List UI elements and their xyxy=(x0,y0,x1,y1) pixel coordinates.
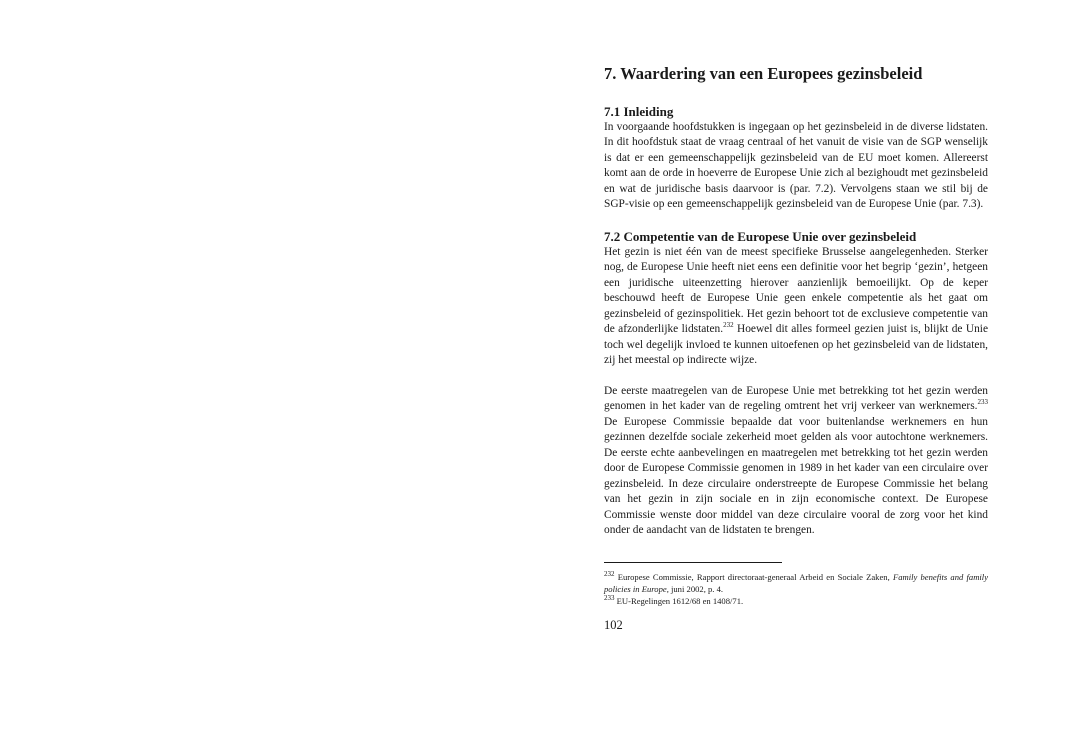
footnote-233 xyxy=(604,595,988,607)
section-title-competentie: 7.2 Competentie van de Europese Unie over gezinsbeleid xyxy=(604,228,917,244)
section-title-inleiding: 7.1 Inleiding xyxy=(604,103,674,119)
paragraph-competentie-1 xyxy=(604,245,988,369)
document-page xyxy=(604,64,988,633)
footnote-ref-233: 233 xyxy=(977,398,988,407)
page-number: 102 xyxy=(604,617,623,632)
paragraph-text: De eerste maatregelen van de Europese Unie met betrekking tot het gezin werden genomen in het kader van de regeling omtrent het vrij verkeer van werknemers. xyxy=(604,384,988,413)
chapter-title: 7. Waardering van een Europees gezinsbeleid xyxy=(604,64,923,83)
footnote-ref-232: 232 xyxy=(723,321,734,330)
footnote-number: 233 xyxy=(604,593,615,602)
paragraph-spacer xyxy=(604,369,988,384)
footnote-separator xyxy=(604,562,782,563)
footnote-232 xyxy=(604,571,988,595)
paragraph-inleiding: In voorgaande hoofdstukken is ingegaan op het gezinsbeleid in de diverse lidstaten. In dit hoofdstuk staat de vraag centraal of het vanuit de visie van de SGP wenselijk is dat er een gemeenschappelijk gezinsbeleid van de EU moet komen. Allereerst komt aan de orde in hoeverre de Europese Unie zich al bezighoudt met gezinsbeleid en wat de juridische basis daarvoor is (par. 7.2). Vervolgens staan we stil bij de SGP-visie op een gemeenschappelijk gezinsbeleid van de Europese Unie (par. 7.3). xyxy=(604,120,988,211)
footnote-title-italic: Family benefits and family policies in Europe xyxy=(604,571,989,594)
footnote-number: 232 xyxy=(604,569,615,578)
section-spacer xyxy=(604,213,988,229)
footnote-text: , juni 2002, p. 4. xyxy=(666,583,724,594)
paragraph-competentie-2 xyxy=(604,384,988,539)
paragraph-text: Het gezin is niet één van de meest specifieke Brusselse aangelegenheden. Sterker nog, de Europese Unie heeft niet eens een definitie voor het begrip ‘gezin’, hetgeen een juridische uiteenzetting hierover aanzienlijk bemoeilijkt. Op de keper beschouwd heeft de Europese Unie geen enkele competentie als het gaat om gezinsbeleid of gezinspolitiek. Het gezin behoort tot de exclusieve competentie van de afzonderlijke lidstaten. xyxy=(604,245,988,336)
footnote-text: EU-Regelingen 1612/68 en 1408/71. xyxy=(614,595,744,606)
footnote-text: Europese Commissie, Rapport directoraat-generaal Arbeid en Sociale Zaken, xyxy=(614,571,893,582)
paragraph-text: De Europese Commissie bepaalde dat voor buitenlandse werknemers en hun gezinnen dezelfde sociale zekerheid moet gelden als voor autochtone werknemers. De eerste echte aanbevelingen en maatregelen met betrekking tot het gezin werden door de Europese Commissie genomen in 1989 in het kader van een circulaire over gezinsbeleid. In deze circulaire onderstreepte de Europese Commissie het belang van het gezin in zijn sociale en in zijn economische context. De Europese Commissie wenste door middel van deze circulaire vooral de zorg voor het kind onder de aandacht van de lidstaten te brengen. xyxy=(604,415,988,537)
paragraph-text: Hoewel dit alles formeel gezien juist is, blijkt de Unie toch wel degelijk invloed te kunnen uitoefenen op het gezinsbeleid van de lidstaten, zij het meestal op indirecte wijze. xyxy=(604,323,988,367)
